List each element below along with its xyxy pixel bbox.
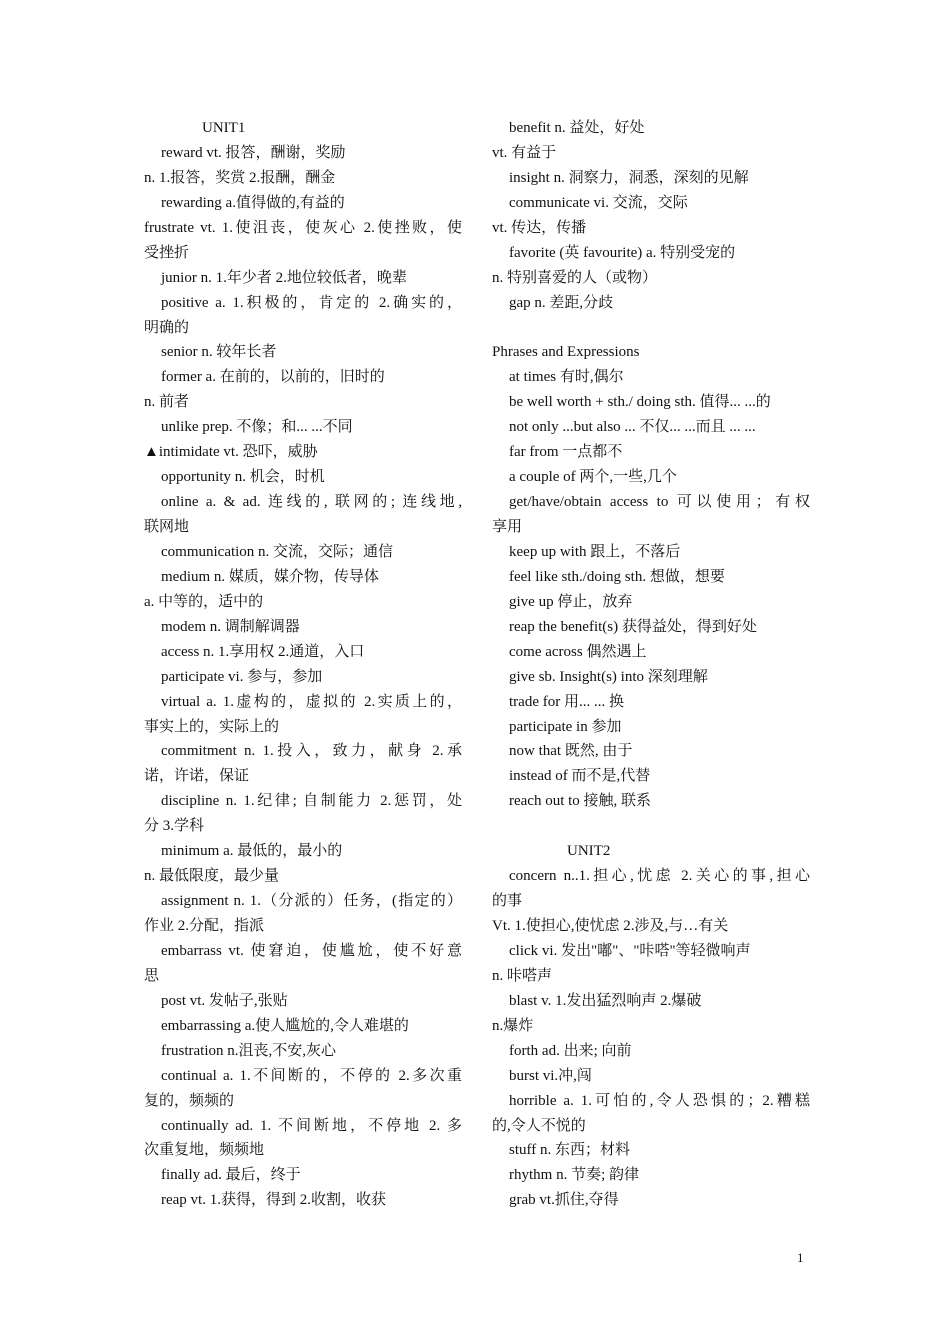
vocab-line: get/have/obtain access to 可以使用；有权 <box>509 494 810 511</box>
vocab-line: far from 一点都不 <box>509 444 623 461</box>
vocab-line: click vi. 发出"嘟"、"咔嗒"等轻微响声 <box>509 942 751 959</box>
vocab-line: unlike prep. 不像；和... ...不同 <box>161 419 353 436</box>
blank-line <box>492 316 810 341</box>
vocab-line: frustration n.沮丧,不安,灰心 <box>161 1042 336 1059</box>
vocab-line: frustrate vt. 1.使沮丧，使灰心 2.使挫败，使 <box>144 219 462 236</box>
vocab-line: communicate vi. 交流，交际 <box>509 194 688 211</box>
vocab-line: feel like sth./doing sth. 想做，想要 <box>509 568 725 585</box>
right-column <box>492 116 810 1213</box>
vocab-line: minimum a. 最低的，最小的 <box>161 843 343 860</box>
vocab-line: grab vt.抓住,夺得 <box>509 1192 619 1209</box>
vocab-line: favorite (英 favourite) a. 特别受宠的 <box>509 244 736 261</box>
vocab-line: be well worth + sth./ doing sth. 值得... ...的 <box>509 394 771 411</box>
vocab-line: 分 3.学科 <box>144 818 205 835</box>
vocab-line: rhythm n. 节奏; 韵律 <box>509 1167 639 1184</box>
vocab-line: former a. 在前的，以前的，旧时的 <box>161 369 385 386</box>
vocab-line: 作业 2.分配，指派 <box>144 918 265 934</box>
vocab-line: burst vi.冲,闯 <box>509 1067 592 1084</box>
page-number: 1 <box>797 1250 804 1265</box>
vocab-line: n. 最低限度，最少量 <box>144 868 280 885</box>
vocab-line: n.爆炸 <box>492 1017 534 1034</box>
vocab-line: keep up with 跟上，不落后 <box>509 543 681 560</box>
vocab-line: post vt. 发帖子,张贴 <box>161 992 288 1009</box>
vocab-line: continual a. 1.不间断的，不停的 2.多次重 <box>161 1067 462 1084</box>
vocab-line: n. 前者 <box>144 394 190 411</box>
unit-heading: UNIT2 <box>567 843 611 860</box>
vocab-line: 受挫折 <box>144 244 190 261</box>
vocab-line: online a. & ad. 连线的, 联网的; 连线地, <box>161 494 462 511</box>
vocab-line: a couple of 两个,一些,几个 <box>509 469 677 486</box>
vocab-line: virtual a. 1.虚构的，虚拟的 2.实质上的， <box>161 693 462 710</box>
vocab-line: commitment n. 1.投入，致力，献身 2.承 <box>161 743 462 760</box>
vocab-line: n. 1.报答，奖赏 2.报酬，酬金 <box>144 169 336 186</box>
vocab-line: embarrass vt. 使窘迫，使尴尬，使不好意 <box>161 942 462 959</box>
vocab-line: 事实上的，实际上的 <box>144 718 280 735</box>
vocab-line: gap n. 差距,分歧 <box>509 294 614 311</box>
left-column <box>144 116 462 1213</box>
vocab-line: at times 有时,偶尔 <box>509 369 624 386</box>
vocab-line: medium n. 媒质，媒介物，传导体 <box>161 568 379 585</box>
vocab-line: participate in 参加 <box>509 718 622 735</box>
vocab-line: instead of 而不是,代替 <box>509 768 651 785</box>
vocab-line: positive a. 1.积极的，肯定的 2.确实的， <box>161 294 462 311</box>
vocab-line: Vt. 1.使担心,使忧虑 2.涉及,与…有关 <box>492 918 729 934</box>
vocab-line: now that 既然, 由于 <box>509 743 633 760</box>
vocab-line: 诺，许诺，保证 <box>144 768 250 785</box>
vocab-line: a. 中等的，适中的 <box>144 593 264 610</box>
vocab-line: access n. 1.享用权 2.通道，入口 <box>161 643 365 660</box>
vocab-line: assignment n. 1.（分派的）任务，(指定的） <box>161 893 462 910</box>
vocab-line: horrible a. 1.可怕的,令人恐惧的；2.糟糕 <box>509 1092 810 1109</box>
vocab-line: finally ad. 最后，终于 <box>161 1167 301 1184</box>
vocab-line: discipline n. 1.纪律; 自制能力 2.惩罚，处 <box>161 793 462 810</box>
vocab-line: vt. 有益于 <box>492 144 557 161</box>
unit-heading: UNIT1 <box>202 120 246 136</box>
vocab-line: Phrases and Expressions <box>492 344 640 361</box>
vocab-line: reap the benefit(s) 获得益处，得到好处 <box>509 618 757 635</box>
vocab-line: give up 停止，放弃 <box>509 593 633 610</box>
vocab-line: benefit n. 益处，好处 <box>509 120 645 136</box>
vocab-line: 明确的 <box>144 319 190 336</box>
vocab-line: insight n. 洞察力，洞悉，深刻的见解 <box>509 169 749 186</box>
vocab-line: continually ad. 1. 不间断地，不停地 2. 多 <box>161 1117 462 1134</box>
vocab-line: stuff n. 东西；材料 <box>509 1142 630 1159</box>
vocab-line: reward vt. 报答，酬谢，奖励 <box>161 144 346 161</box>
vocab-line: 思 <box>144 967 160 984</box>
vocab-line: 复的，频频的 <box>144 1092 235 1109</box>
vocab-line: participate vi. 参与，参加 <box>161 668 323 685</box>
vocab-line: embarrassing a.使人尴尬的,令人难堪的 <box>161 1017 409 1034</box>
vocab-line: reach out to 接触, 联系 <box>509 793 652 810</box>
vocab-line: communication n. 交流，交际；通信 <box>161 543 394 560</box>
vocab-line: 的,令人不悦的 <box>492 1117 586 1134</box>
vocab-line: forth ad. 出来; 向前 <box>509 1042 632 1059</box>
vocab-line: come across 偶然遇上 <box>509 643 647 660</box>
vocab-line: trade for 用... ... 换 <box>509 693 624 710</box>
vocab-line: concern n..1.担心,忧虑 2.关心的事,担心 <box>509 868 810 885</box>
vocab-line: n. 咔嗒声 <box>492 967 553 984</box>
vocab-line: modem n. 调制解调器 <box>161 618 300 635</box>
vocab-line: rewarding a.值得做的,有益的 <box>161 194 345 211</box>
vocab-line: give sb. Insight(s) into 深刻理解 <box>509 668 708 685</box>
vocab-line: senior n. 较年长者 <box>161 344 277 361</box>
blank-line <box>492 814 810 839</box>
vocab-line: vt. 传达，传播 <box>492 219 587 236</box>
vocab-line: 享用 <box>492 519 523 535</box>
vocab-line: 的事 <box>492 893 523 910</box>
vocab-line: blast v. 1.发出猛烈响声 2.爆破 <box>509 992 702 1009</box>
vocab-line: n. 特别喜爱的人（或物） <box>492 269 658 286</box>
vocab-line: reap vt. 1.获得，得到 2.收割，收获 <box>161 1192 386 1209</box>
vocab-line: junior n. 1.年少者 2.地位较低者，晚辈 <box>161 269 407 286</box>
vocab-line: 联网地 <box>144 519 190 535</box>
vocab-line: not only ...but also ... 不仅... ...而且 ... ... <box>509 419 756 436</box>
vocab-line: opportunity n. 机会，时机 <box>161 469 325 486</box>
vocab-line: ▲intimidate vt. 恐吓，威胁 <box>144 444 318 461</box>
vocab-line: 次重复地，频频地 <box>144 1142 265 1159</box>
